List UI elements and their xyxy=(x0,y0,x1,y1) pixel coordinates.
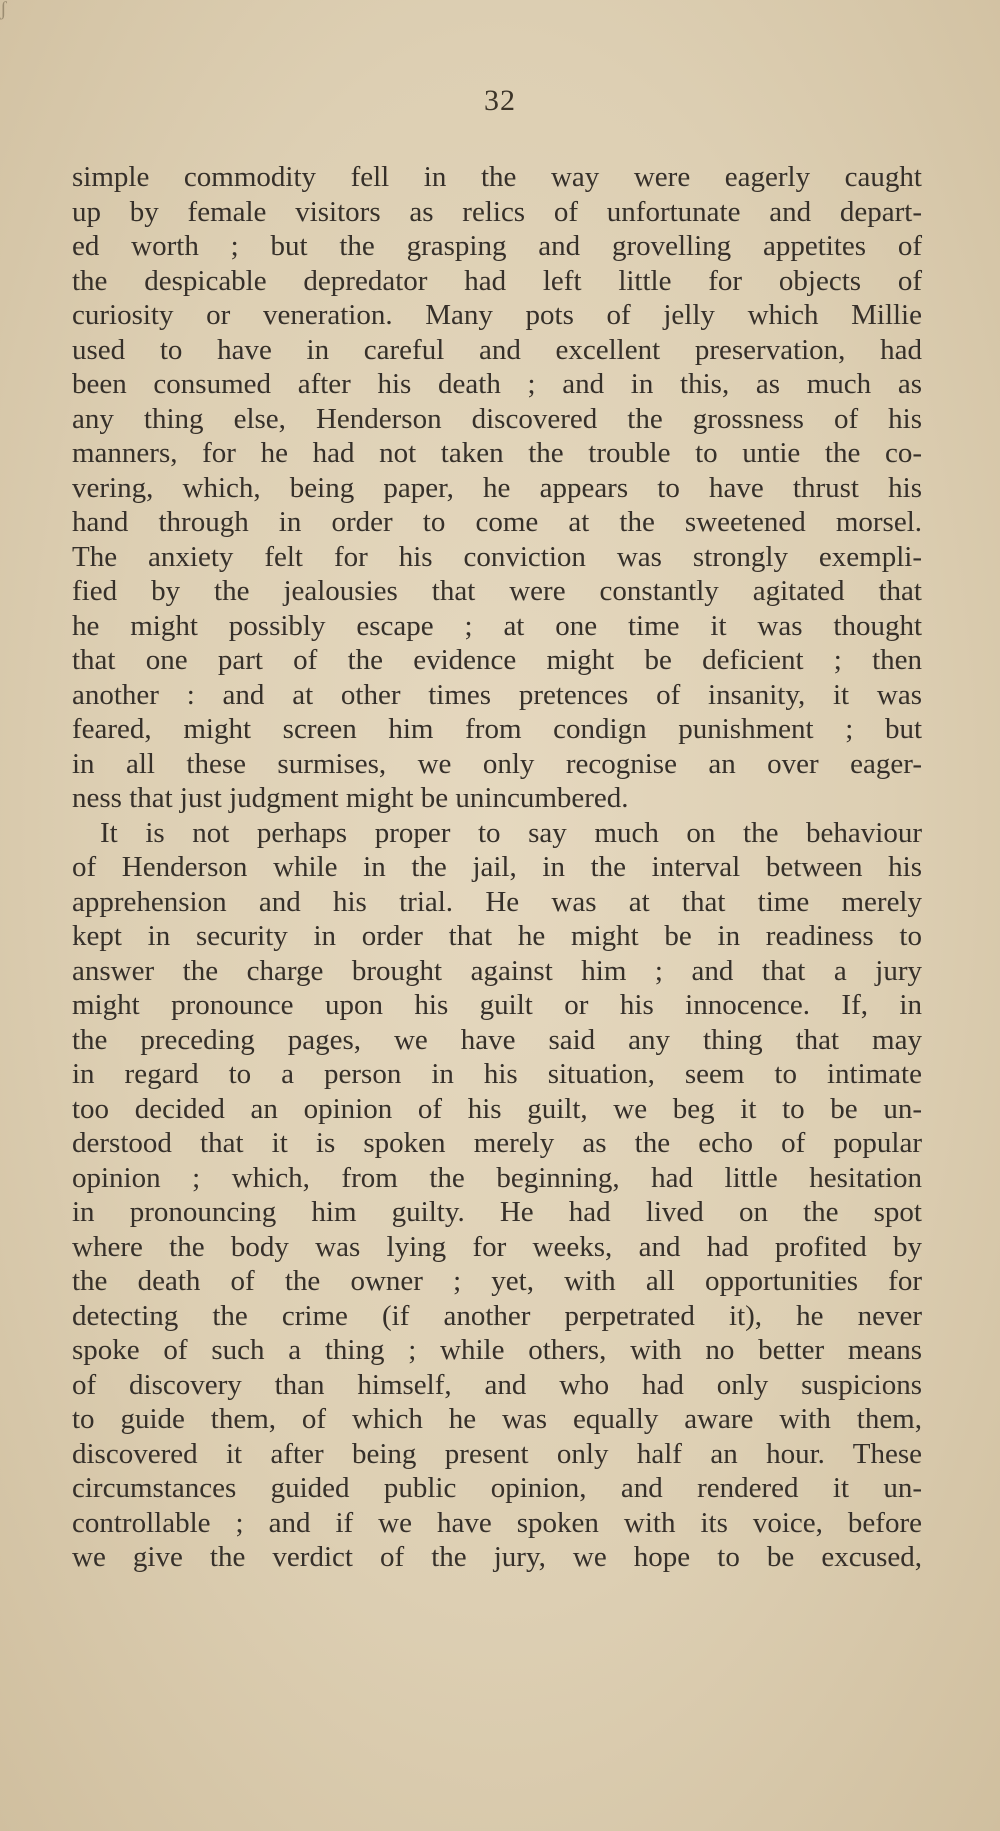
text-line: vering, which, being paper, he appears to have thrust his xyxy=(72,471,922,504)
text-line: answer the charge brought against him ; and that a jury xyxy=(72,954,922,987)
text-line: spoke of such a thing ; while others, with no better means xyxy=(72,1334,922,1366)
text-line: kept in security in order that he might be in readiness to xyxy=(72,920,922,952)
paragraph-end-line: ness that just judgment might be unincumbered. xyxy=(72,782,629,814)
text-line: circumstances guided public opinion, and rendered it un- xyxy=(72,1472,922,1504)
text-line: might pronounce upon his guilt or his innocence. If, in xyxy=(72,989,922,1021)
text-line: any thing else, Henderson discovered the grossness of his xyxy=(72,402,922,435)
text-line: The anxiety felt for his conviction was strongly exempli- xyxy=(72,540,922,573)
text-line: fied by the jealousies that were constantly agitated that xyxy=(72,575,922,607)
page-number: 32 xyxy=(484,84,516,117)
text-line: the preceding pages, we have said any thing that may xyxy=(72,1023,922,1056)
text-line: of Henderson while in the jail, in the interval between his xyxy=(72,851,922,883)
text-line: apprehension and his trial. He was at that time merely xyxy=(72,885,922,918)
text-line: manners, for he had not taken the trouble to untie the co- xyxy=(72,437,922,469)
text-line: in pronouncing him guilty. He had lived on the spot xyxy=(72,1196,922,1228)
text-line: up by female visitors as relics of unfortunate and depart- xyxy=(72,195,922,228)
text-line: the despicable depredator had left little for objects of xyxy=(72,264,922,297)
text-line: the death of the owner ; yet, with all opportunities for xyxy=(72,1265,922,1297)
text-line: in regard to a person in his situation, seem to intimate xyxy=(72,1058,922,1090)
text-line: he might possibly escape ; at one time it was thought xyxy=(72,609,922,642)
text-line: used to have in careful and excellent preservation, had xyxy=(72,333,922,366)
text-line: too decided an opinion of his guilt, we beg it to be un- xyxy=(72,1092,922,1125)
text-line: feared, might screen him from condign punishment ; but xyxy=(72,713,922,745)
text-line: curiosity or veneration. Many pots of jelly which Millie xyxy=(72,299,922,331)
body-text xyxy=(72,160,922,1575)
text-line: opinion ; which, from the beginning, had little hesitation xyxy=(72,1161,922,1194)
text-line: in all these surmises, we only recognise an over eager- xyxy=(72,747,922,780)
text-line: where the body was lying for weeks, and had profited by xyxy=(72,1230,922,1263)
text-line: detecting the crime (if another perpetrated it), he never xyxy=(72,1299,922,1332)
text-line: we give the verdict of the jury, we hope to be excused, xyxy=(72,1541,922,1573)
text-line: of discovery than himself, and who had only suspicions xyxy=(72,1368,922,1401)
text-line: simple commodity fell in the way were eagerly caught xyxy=(72,161,922,193)
text-line: controllable ; and if we have spoken with its voice, before xyxy=(72,1506,922,1539)
corner-pen-mark: ʃ xyxy=(0,0,7,20)
text-line: hand through in order to come at the sweetened morsel. xyxy=(72,506,922,538)
text-line: derstood that it is spoken merely as the echo of popular xyxy=(72,1127,922,1159)
text-line: that one part of the evidence might be deficient ; then xyxy=(72,644,922,676)
paragraph-start-line: It is not perhaps proper to say much on the behaviour xyxy=(100,816,922,849)
text-line: discovered it after being present only half an hour. These xyxy=(72,1437,922,1470)
text-line: another : and at other times pretences of insanity, it was xyxy=(72,678,922,711)
text-line: to guide them, of which he was equally aware with them, xyxy=(72,1403,922,1435)
text-line: been consumed after his death ; and in this, as much as xyxy=(72,368,922,400)
text-line: ed worth ; but the grasping and grovelling appetites of xyxy=(72,230,922,262)
